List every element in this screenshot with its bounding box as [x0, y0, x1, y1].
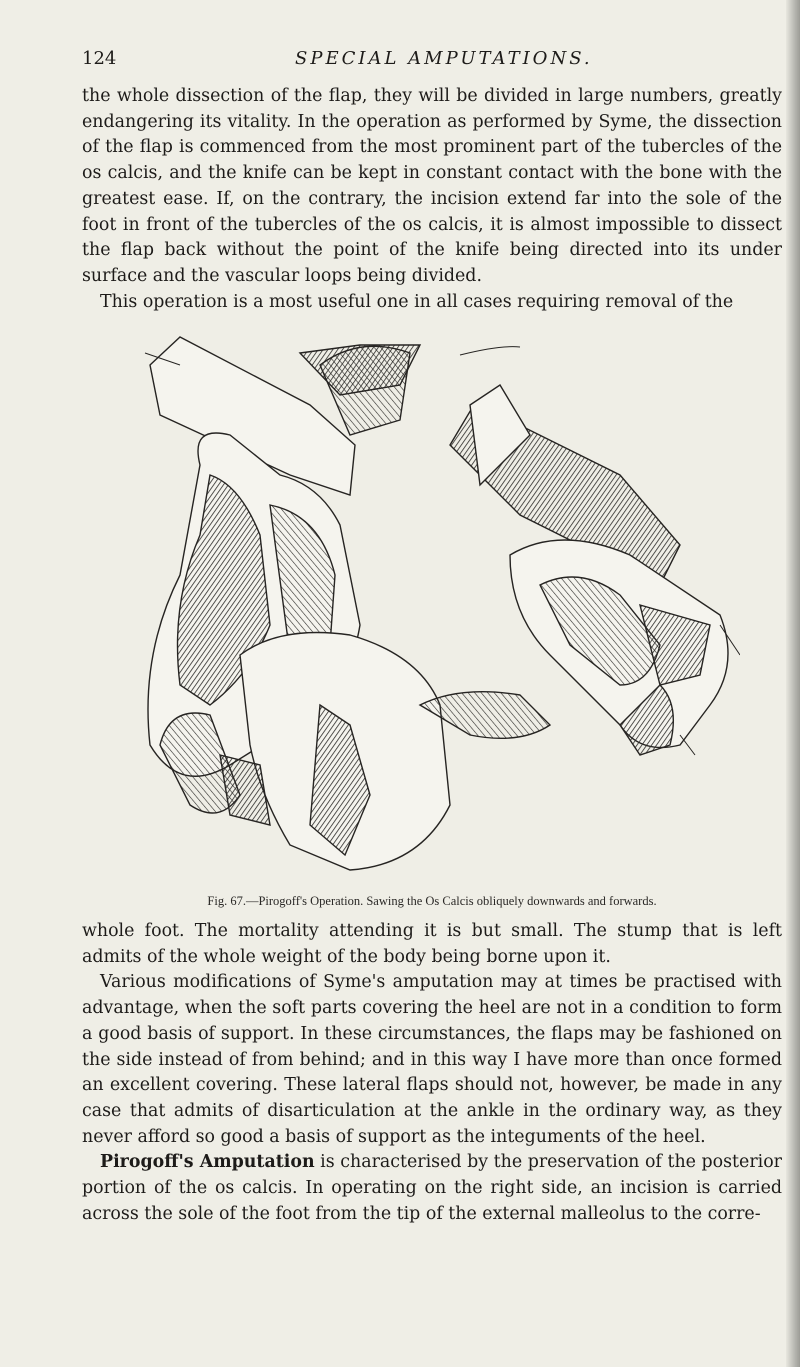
paragraph-flap-dissection: the whole dissection of the flap, they will be divided in large numbers, greatly endangering its vitality. In the operation as performed by Syme, the dissection of the flap is commenced from the most prominent part of the tubercles of the os calcis, and the knife can be kept in constant contact with the bone with the greatest ease. If, on the contrary, the incision extend far into the sole of the foot in front of the tubercles of the os calcis, it is almost impossible to dissect the flap back without the point of the knife being directed into its under surface and the vascular loops being divided. — [82, 86, 782, 286]
top-text-block — [82, 84, 782, 315]
pirogoff-text: is characterised by the preservation of the posterior portion of the os calcis. In operating on the right side, an incision is carried across the sole of the foot from the tip of the external malleolus to the corre- — [82, 1152, 782, 1224]
paragraph-modifications: Various modifications of Syme's amputation may at times be practised with advantage, when the soft parts covering the heel are not in a condition to form a good basis of support. In these circumstances, the flaps may be fashioned on the side instead of from behind; and in this way I have more than once formed an excellent covering. These lateral flaps should not, however, be made in any case that admits of disarticulation at the ankle in the ordinary way, as they never afford so good a basis of support as the integuments of the heel. — [82, 972, 782, 1147]
running-head: SPECIAL AMPUTATIONS. — [295, 48, 593, 69]
bottom-text-block — [82, 919, 782, 1227]
figure-67-illustration — [120, 325, 740, 885]
paragraph-pirogoff — [82, 1150, 782, 1227]
figure-caption: Fig. 67.—Pirogoff's Operation. Sawing the Os Calcis obliquely downwards and forwards. — [207, 894, 657, 908]
paragraph-mortality: whole foot. The mortality attending it is but small. The stump that is left admits of the whole weight of the body being borne upon it. — [82, 921, 782, 967]
paragraph-operation-useful: This operation is a most useful one in all cases requiring removal of the — [100, 291, 734, 312]
page-header — [82, 48, 782, 76]
page-edge-shadow — [786, 0, 800, 1367]
pirogoff-heading: Pirogoff's Amputation — [100, 1152, 315, 1173]
page-number: 124 — [82, 48, 117, 69]
